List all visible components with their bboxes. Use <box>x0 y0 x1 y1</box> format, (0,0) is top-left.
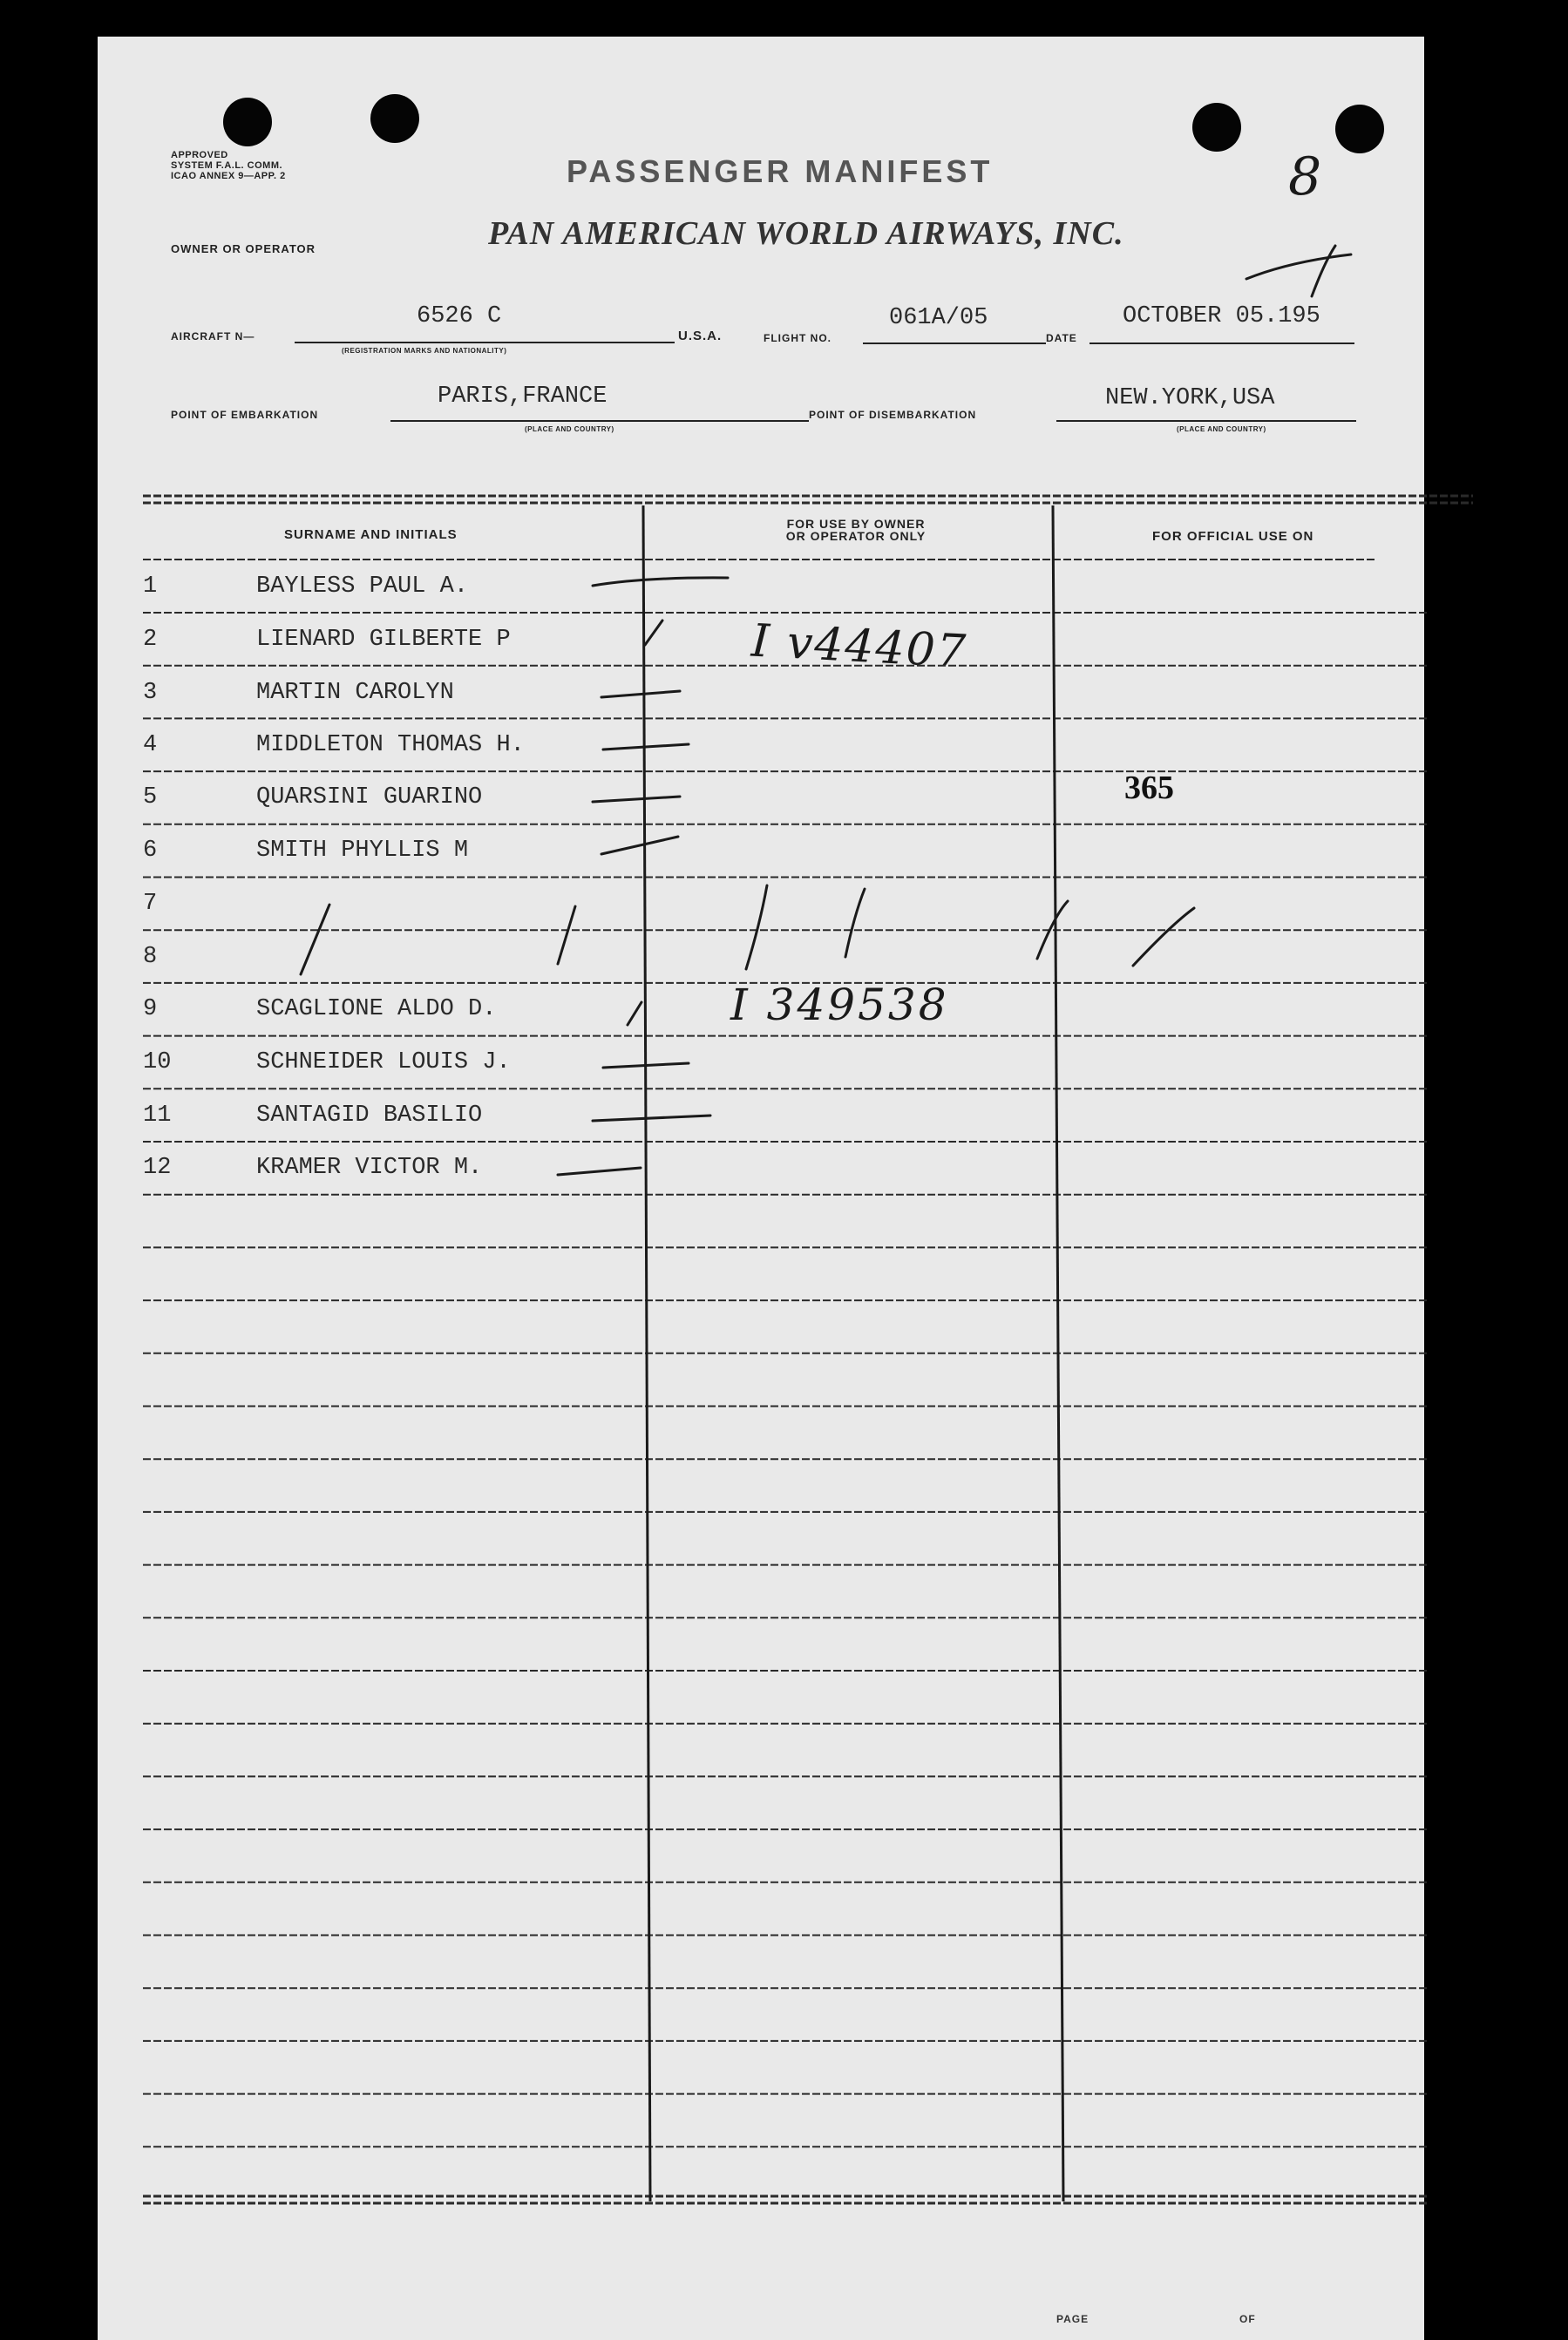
pen-tick-mark <box>645 621 662 645</box>
disembarkation-caption: (PLACE AND COUNTRY) <box>1177 425 1266 433</box>
usa-label: U.S.A. <box>678 329 723 343</box>
pen-fraction-mark <box>1312 246 1335 296</box>
passenger-name: SCHNEIDER LOUIS J. <box>256 1049 511 1075</box>
disembarkation-value: NEW.YORK,USA <box>1105 385 1275 411</box>
aircraft-value: 6526 C <box>417 303 502 329</box>
row-number: 2 <box>143 627 158 653</box>
flight-value: 061A/05 <box>889 305 988 331</box>
passenger-name: BAYLESS PAUL A. <box>256 573 469 600</box>
embarkation-label: POINT OF EMBARKATION <box>171 409 319 421</box>
row-number: 4 <box>143 732 158 758</box>
owner-label: OWNER OR OPERATOR <box>171 242 316 255</box>
embarkation-caption: (PLACE AND COUNTRY) <box>525 425 614 433</box>
pen-dash-mark <box>593 797 680 802</box>
operator-name: PAN AMERICAN WORLD AIRWAYS, INC. <box>488 215 1124 252</box>
approval-line: APPROVED <box>171 150 228 160</box>
row-number: 10 <box>143 1049 172 1075</box>
owner-use-header-line: OR OPERATOR ONLY <box>785 529 927 543</box>
pen-dash-mark <box>601 691 680 697</box>
pen-fraction-mark <box>1246 254 1351 279</box>
row-number: 12 <box>143 1155 172 1181</box>
row-number: 6 <box>143 838 158 864</box>
handwritten-ref-row9: I 349538 <box>730 980 949 1030</box>
footer-page-label: PAGE <box>1056 2313 1089 2325</box>
passenger-name: KRAMER VICTOR M. <box>256 1155 483 1181</box>
handwritten-ref-row2: I v44407 <box>750 614 969 679</box>
pen-tick-mark <box>628 1002 641 1025</box>
row-number: 7 <box>143 891 158 917</box>
pen-dash-mark <box>558 1168 641 1175</box>
row-number: 9 <box>143 996 158 1022</box>
approval-line: ICAO ANNEX 9—APP. 2 <box>171 171 286 181</box>
row-number: 11 <box>143 1102 172 1129</box>
passenger-name: SCAGLIONE ALDO D. <box>256 996 497 1022</box>
column-dividers <box>643 505 1063 2201</box>
pen-slash-mark <box>1037 901 1068 959</box>
passenger-name: QUARSINI GUARINO <box>256 784 483 811</box>
pen-dash-mark <box>603 744 689 749</box>
pen-dash-mark <box>593 1116 710 1121</box>
passenger-name: SANTAGID BASILIO <box>256 1102 483 1129</box>
owner-use-header-line: FOR USE BY OWNER <box>786 517 926 531</box>
pen-slash-mark <box>301 905 329 974</box>
aircraft-caption: (REGISTRATION MARKS AND NATIONALITY) <box>342 347 507 355</box>
page-title: PASSENGER MANIFEST <box>567 153 994 189</box>
embarkation-value: PARIS,FRANCE <box>438 383 608 410</box>
pen-slash-mark <box>1133 908 1194 966</box>
row-number: 8 <box>143 944 158 970</box>
footer-of-label: OF <box>1239 2313 1256 2325</box>
row-number: 5 <box>143 784 158 811</box>
passenger-name: LIENARD GILBERTE P <box>256 627 511 653</box>
official-number: 365 <box>1124 770 1174 806</box>
handwritten-corner-number: 8 <box>1288 146 1322 207</box>
pen-slash-mark <box>746 885 767 969</box>
passenger-name: MARTIN CAROLYN <box>256 680 454 706</box>
official-use-column-header: FOR OFFICIAL USE ON <box>1152 529 1314 544</box>
row-number: 1 <box>143 573 158 600</box>
approval-line: SYSTEM F.A.L. COMM. <box>171 160 283 171</box>
pen-dash-mark <box>601 837 678 854</box>
row-number: 3 <box>143 680 158 706</box>
passenger-name: MIDDLETON THOMAS H. <box>256 732 525 758</box>
disembarkation-label: POINT OF DISEMBARKATION <box>809 409 977 421</box>
date-label: DATE <box>1046 332 1077 344</box>
passenger-name: SMITH PHYLLIS M <box>256 838 469 864</box>
pen-slash-mark <box>558 906 575 964</box>
surname-column-header: SURNAME AND INITIALS <box>284 527 458 542</box>
ruled-lines <box>143 496 1473 2203</box>
date-value: OCTOBER 05.195 <box>1123 303 1320 329</box>
pen-dash-mark <box>593 578 728 586</box>
flight-label: FLIGHT NO. <box>764 332 832 344</box>
aircraft-label: AIRCRAFT N— <box>171 330 255 343</box>
pen-slash-mark <box>845 889 865 957</box>
